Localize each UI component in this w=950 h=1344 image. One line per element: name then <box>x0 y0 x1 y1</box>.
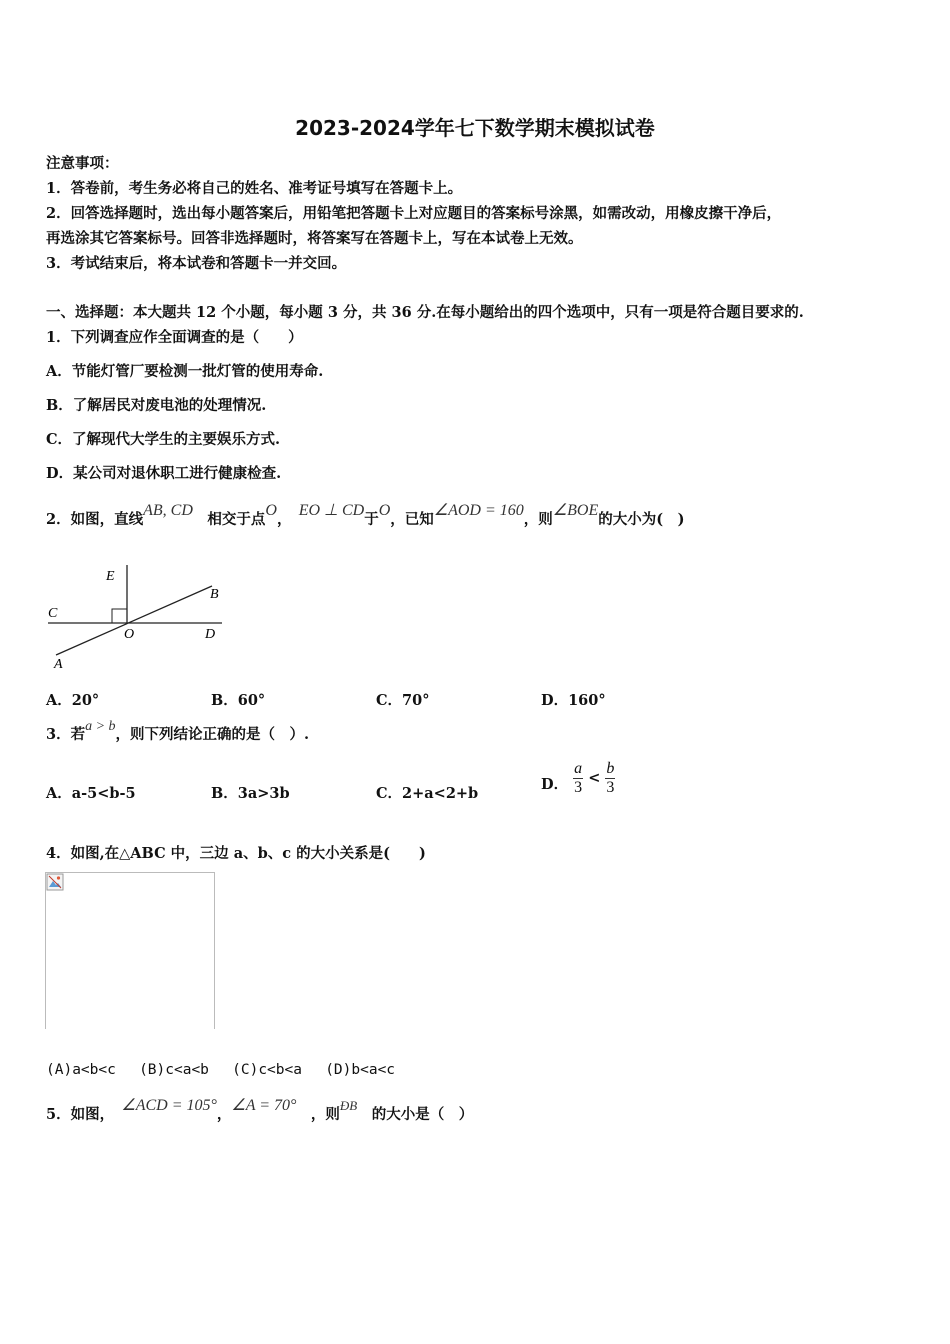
page-title: 2023-2024学年七下数学期末模拟试卷 <box>295 116 655 140</box>
question-2-option-d: D．160° <box>541 692 606 709</box>
question-4-stem: 4．如图,在△ABC 中，三边 a、b、c 的大小关系是( ) <box>46 845 426 862</box>
less-than-sign: < <box>588 769 601 787</box>
q2-math: O <box>378 502 391 519</box>
question-1-stem: 1．下列调查应作全面调查的是（ ） <box>46 329 303 346</box>
q5-text: ，则 <box>310 1106 340 1123</box>
q2-text: ， <box>276 511 285 528</box>
broken-image-icon <box>46 873 64 891</box>
q3-text: 3．若 <box>46 726 86 743</box>
question-3-option-d <box>541 760 615 797</box>
question-1-option-b: B．了解居民对废电池的处理情况. <box>46 397 267 414</box>
question-1-option-a: A．节能灯管厂要检测一批灯管的使用寿命. <box>46 363 324 380</box>
question-2-option-c: C．70° <box>376 692 430 709</box>
q5-text: 5．如图， <box>46 1106 107 1123</box>
q3-math: a > b <box>85 719 116 734</box>
question-3-option-c: C．2+a<2+b <box>376 785 479 802</box>
q5-math: ∠A = 70° <box>231 1097 297 1114</box>
question-1-option-c: C．了解现代大学生的主要娱乐方式. <box>46 431 281 448</box>
question-2-figure <box>40 560 230 675</box>
note-item: 3．考试结束后，将本试卷和答题卡一并交回。 <box>46 255 347 272</box>
q2-text: ，则 <box>523 511 553 528</box>
fraction-numerator: b <box>606 760 615 777</box>
fraction-denominator: 3 <box>574 779 583 796</box>
note-item: 再选涂其它答案标号。回答非选择题时，将答案写在答题卡上，写在本试卷上无效。 <box>46 230 583 247</box>
question-3-stem <box>46 719 310 744</box>
q5-math: ÐB <box>339 1098 358 1113</box>
fraction-a-over-3 <box>573 760 583 797</box>
fraction-b-over-3 <box>605 760 615 797</box>
question-3-option-a: A．a-5<b-5 <box>46 785 136 802</box>
label-e: E <box>106 569 115 584</box>
q2-math: O <box>265 502 277 519</box>
q2-math: EO ⊥ CD <box>298 502 365 519</box>
right-angle-mark <box>112 609 127 623</box>
note-item: 1．答卷前，考生务必将自己的姓名、准考证号填写在答题卡上。 <box>46 180 463 197</box>
fraction-numerator: a <box>574 760 583 777</box>
section-header: 一、选择题：本大题共 12 个小题，每小题 3 分，共 36 分.在每小题给出的四个选项中，只有一项是符合题目要求的. <box>46 304 804 321</box>
q5-text: ， <box>216 1106 232 1123</box>
notes-heading: 注意事项： <box>46 155 119 172</box>
question-2-option-b: B．60° <box>211 692 266 709</box>
q2-text: 相交于点 <box>207 511 266 528</box>
q2-math: AB, CD <box>143 502 193 519</box>
label-o: O <box>124 627 135 642</box>
label-b: B <box>210 587 219 602</box>
question-3-option-b: B．3a>3b <box>211 785 290 802</box>
q5-text: 的大小是（ ） <box>371 1106 474 1123</box>
q2-text: 的大小为( ) <box>598 511 685 528</box>
question-4-options: (A)a<b<c (B)c<a<b (C)c<b<a (D)b<a<c <box>46 1062 396 1078</box>
question-2-stem <box>46 502 685 529</box>
label-c: C <box>48 606 58 621</box>
label-a: A <box>54 657 63 672</box>
q5-math: ∠ACD = 105° <box>121 1097 217 1114</box>
q3-option-d-label: D． <box>541 775 569 793</box>
question-5-stem <box>46 1097 474 1124</box>
q2-math: ∠BOE <box>552 502 599 519</box>
broken-image-placeholder <box>45 872 215 1029</box>
q2-text: ，已知 <box>390 511 434 528</box>
note-item: 2．回答选择题时，选出每小题答案后，用铅笔把答题卡上对应题目的答案标号涂黑，如需改动，用橡皮擦干净后， <box>46 205 782 222</box>
question-1-option-d: D．某公司对退休职工进行健康检查. <box>46 465 282 482</box>
label-d: D <box>205 627 216 642</box>
q2-text: 2．如图，直线 <box>46 511 144 528</box>
fraction-denominator: 3 <box>606 779 615 796</box>
q2-text: 于 <box>364 511 379 528</box>
q2-math: ∠AOD = 160 <box>433 502 524 519</box>
question-2-option-a: A．20° <box>46 692 100 709</box>
line-ab <box>56 586 212 655</box>
q3-text: ，则下列结论正确的是（ ）. <box>115 726 310 743</box>
